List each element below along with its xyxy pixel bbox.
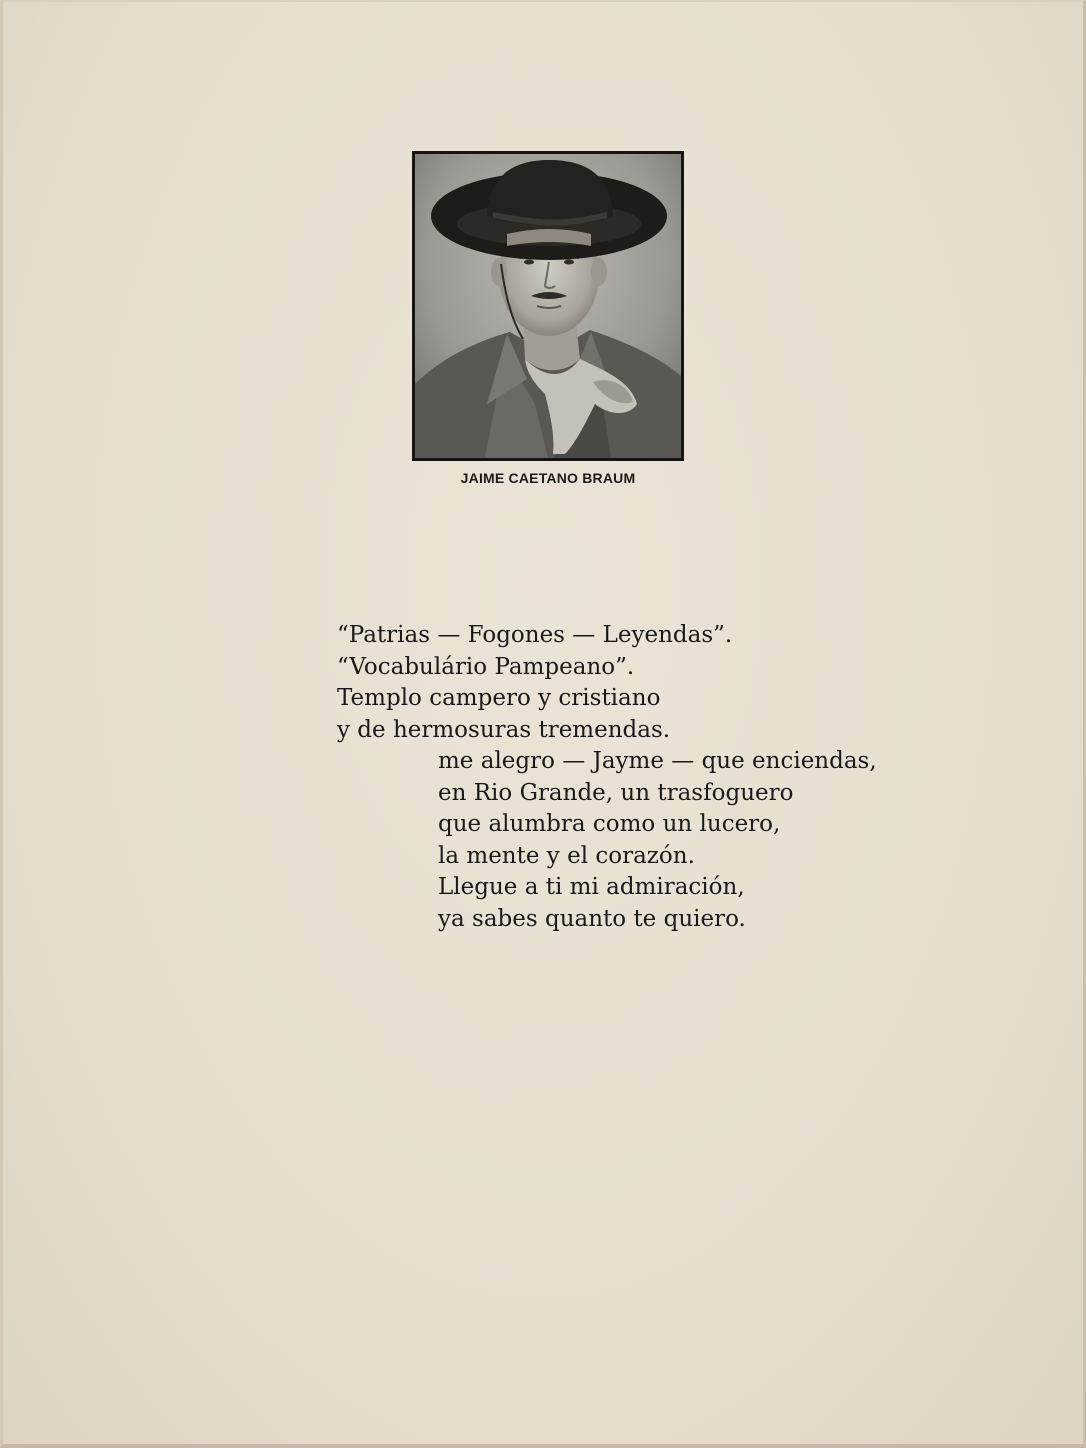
poem-line: que alumbra como un lucero, (438, 811, 781, 837)
photo-caption: JAIME CAETANO BRAUM (460, 470, 636, 486)
poem-line: Templo campero y cristiano (337, 685, 661, 711)
poem-line: “Vocabulário Pampeano”. (337, 653, 635, 680)
portrait-photo (412, 151, 684, 461)
poem-line: ya sabes quanto te quiero. (438, 905, 746, 932)
poem-line: en Rio Grande, un trasfoguero (438, 779, 794, 806)
poem-line: la mente y el corazón. (438, 842, 695, 869)
poem-line: “Patrias — Fogones — Leyendas”. (337, 622, 733, 648)
poem-line: y de hermosuras tremendas. (337, 716, 671, 743)
portrait-image (415, 154, 681, 458)
poem-line: Llegue a ti mi admiración, (438, 874, 745, 900)
poem (337, 620, 877, 935)
poem-line: me alegro — Jayme — que enciendas, (438, 748, 877, 774)
